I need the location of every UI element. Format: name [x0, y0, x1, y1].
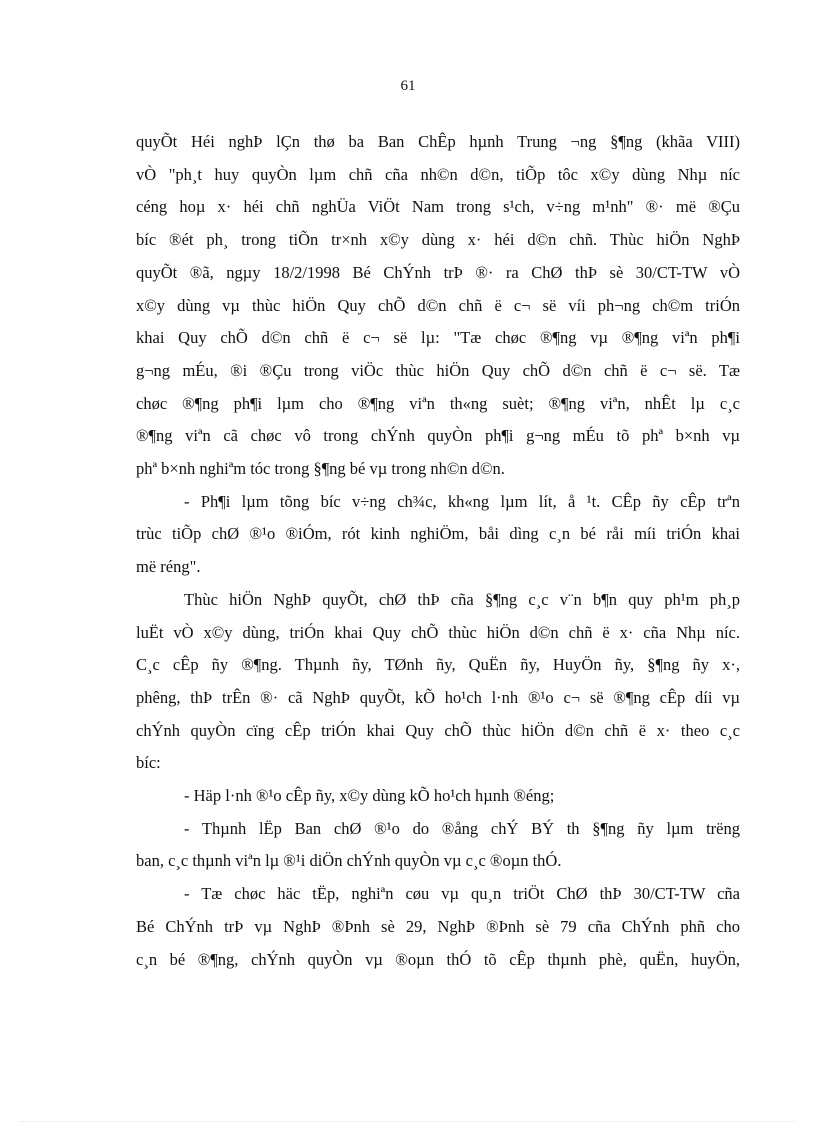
text-line: ®¶ng viªn cã chøc vô trong chÝnh quyÒn ph¶i g¬ng mÉu tõ phª b×nh vµ	[136, 426, 740, 446]
paragraph-2	[136, 486, 740, 584]
text-line: g¬ng mÉu, ®i ®Çu trong viÖc thùc hiÖn Quy chÕ d©n chñ ë c¬ së. Tæ	[136, 360, 740, 380]
paragraph-4	[136, 780, 740, 813]
text-line: c¸n bé ®¶ng, chÝnh quyÒn vµ ®oµn thÓ tõ cÊp thµnh phè, quËn, huyÖn,	[136, 949, 740, 969]
text-line: ban, c¸c thµnh viªn lµ ®¹i diÖn chÝnh quyÒn vµ c¸c ®oµn thÓ.	[136, 851, 562, 871]
text-line: chÝnh quyÒn cïng cÊp triÓn khai Quy chÕ thùc hiÖn d©n chñ ë x· theo c¸c	[136, 720, 740, 740]
text-line: luËt vÒ x©y dùng, triÓn khai Quy chÕ thùc hiÖn d©n chñ ë x· cña Nhµ níc.	[136, 622, 740, 642]
text-line: Bé ChÝnh trÞ vµ NghÞ ®Þnh sè 29, NghÞ ®Þnh sè 79 cña ChÝnh phñ cho	[136, 916, 740, 936]
text-line: céng hoµ x· héi chñ nghÜa ViÖt Nam trong s¹ch, v÷ng m¹nh" ®· më ®Çu	[136, 197, 740, 217]
text-line: bíc:	[136, 753, 161, 773]
paragraph-1	[136, 126, 740, 486]
paragraph-6	[136, 878, 740, 976]
text-line: khai Quy chÕ d©n chñ ë c¬ së lµ: "Tæ chøc ®¶ng vµ ®¶ng viªn ph¶i	[136, 328, 740, 348]
text-line: më réng".	[136, 557, 201, 577]
text-line: vÒ "ph¸t huy quyÒn lµm chñ cña nh©n d©n, tiÕp tôc x©y dùng Nhµ níc	[136, 164, 740, 184]
text-line: - Häp l·nh ®¹o cÊp ñy, x©y dùng kÕ ho¹ch hµnh ®éng;	[184, 786, 555, 806]
text-line: quyÕt ®ã, ngµy 18/2/1998 Bé ChÝnh trÞ ®· ra ChØ thÞ sè 30/CT-TW vÒ	[136, 262, 740, 282]
text-line: phêng, thÞ trÊn ®· cã NghÞ quyÕt, kÕ ho¹ch l·nh ®¹o c¬ së ®¶ng cÊp díi vµ	[136, 687, 740, 707]
body-text	[136, 126, 740, 976]
text-line: x©y dùng vµ thùc hiÖn Quy chÕ d©n chñ ë c¬ së víi ph¬ng ch©m triÓn	[136, 295, 740, 315]
text-line: trùc tiÕp chØ ®¹o ®iÓm, rót kinh nghiÖm, båi dìng c¸n bé råi míi triÓn khai	[136, 524, 740, 544]
text-line: quyÕt Héi nghÞ lÇn thø ba Ban ChÊp hµnh Trung ¬ng §¶ng (khãa VIII)	[136, 132, 740, 151]
text-line: phª b×nh nghiªm tóc trong §¶ng bé vµ trong nh©n d©n.	[136, 459, 505, 479]
page-bottom-divider	[20, 1121, 796, 1122]
text-line: C¸c cÊp ñy ®¶ng. Thµnh ñy, TØnh ñy, QuËn ñy, HuyÖn ñy, §¶ng ñy x·,	[136, 655, 740, 675]
paragraph-3	[136, 584, 740, 780]
paragraph-5	[136, 813, 740, 878]
page-number: 61	[400, 78, 416, 94]
text-line: - Thµnh lËp Ban chØ ®¹o do ®ång chÝ BÝ th §¶ng ñy lµm trëng	[184, 818, 740, 838]
text-line: Thùc hiÖn NghÞ quyÕt, chØ thÞ cña §¶ng c¸c v¨n b¶n quy ph¹m ph¸p	[184, 589, 740, 609]
text-line: - Ph¶i lµm tõng bíc v÷ng ch¾c, kh«ng lµm lít, å ¹t. CÊp ñy cÊp trªn	[184, 491, 740, 511]
text-line: - Tæ chøc häc tËp, nghiªn cøu vµ qu¸n triÖt ChØ thÞ 30/CT-TW cña	[184, 884, 740, 904]
text-line: chøc ®¶ng ph¶i lµm cho ®¶ng viªn th«ng suèt; ®¶ng viªn, nhÊt lµ c¸c	[136, 393, 740, 413]
text-line: bíc ®ét ph¸ trong tiÕn tr×nh x©y dùng x· héi d©n chñ. Thùc hiÖn NghÞ	[136, 230, 740, 250]
